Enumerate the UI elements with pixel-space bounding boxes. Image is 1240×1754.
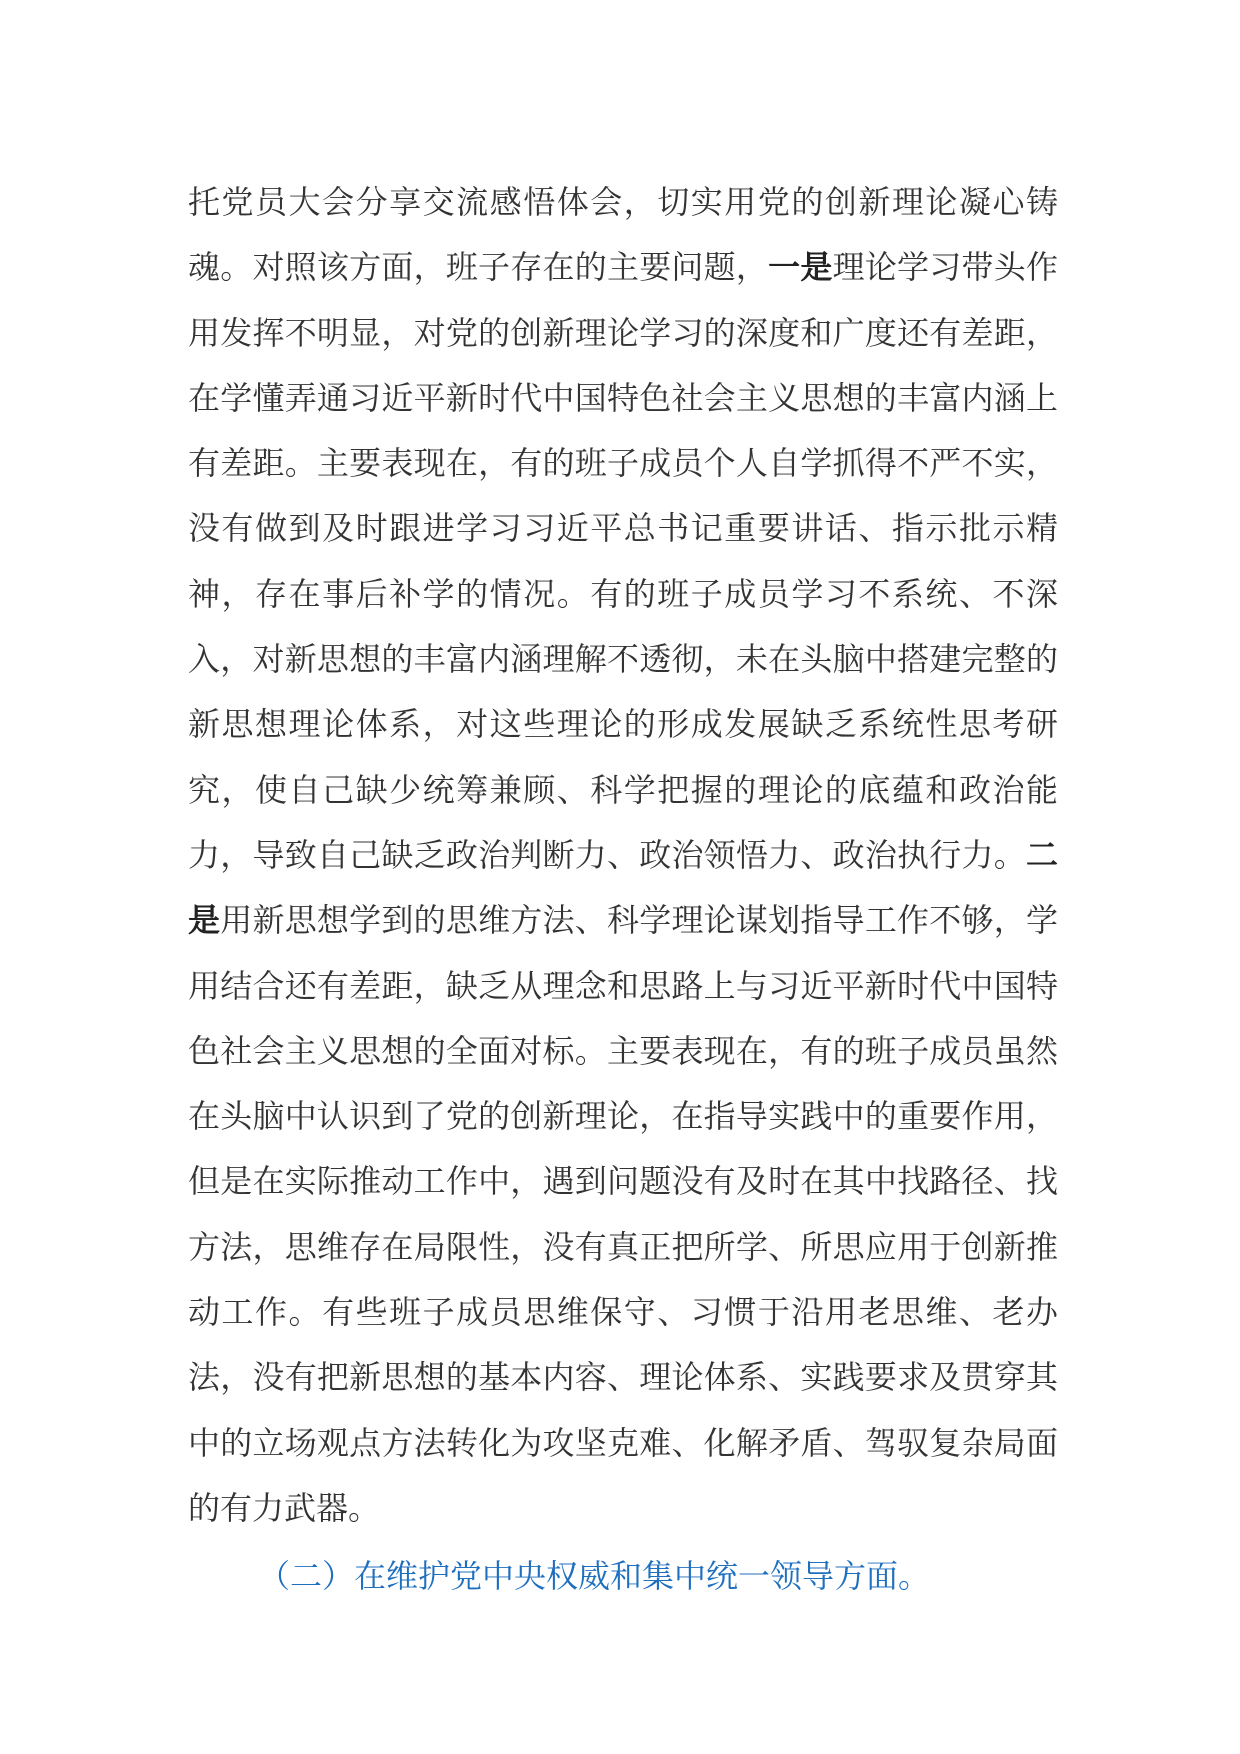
section-heading: （二）在维护党中央权威和集中统一领导方面。 xyxy=(258,1557,931,1595)
body-paragraph xyxy=(188,170,1058,1541)
paragraph-text-part-3: 用新思想学到的思维方法、科学理论谋划指导工作不够，学用结合还有差距，缺乏从理念和思路上与习近平新时代中国特色社会主义思想的全面对标。主要表现在，有的班子成员虽然在头脑中认识到了党的创新理论，在指导实践中的重要作用，但是在实际推动工作中，遇到问题没有及时在其中找路径、找方法，思维存在局限性，没有真正把所学、所思应用于创新推动工作。有些班子成员思维保守、习惯于沿用老思维、老办法，没有把新思想的基本内容、理论体系、实践要求及贯穿其中的立场观点方法转化为攻坚克难、化解矛盾、驾驭复杂局面的有力武器。 xyxy=(188,901,1058,1527)
point-marker-two: 二是 xyxy=(188,835,1058,940)
paragraph-text-part-1: 托党员大会分享交流感悟体会，切实用党的创新理论凝心铸魂。对照该方面，班子存在的主要问题， xyxy=(188,183,1058,287)
point-marker-one: 一是 xyxy=(768,248,833,287)
paragraph-text-part-2: 理论学习带头作用发挥不明显，对党的创新理论学习的深度和广度还有差距，在学懂弄通习近平新时代中国特色社会主义思想的丰富内涵上有差距。主要表现在，有的班子成员个人自学抓得不严不实，没有做到及时跟进学习习近平总书记重要讲话、指示批示精神，存在事后补学的情况。有的班子成员学习不系统、不深入，对新思想的丰富内涵理解不透彻，未在头脑中搭建完整的新思想理论体系，对这些理论的形成发展缺乏系统性思考研究，使自己缺少统筹兼顾、科学把握的理论的底蕴和政治能力，导致自己缺乏政治判断力、政治领悟力、政治执行力。 xyxy=(188,248,1058,874)
